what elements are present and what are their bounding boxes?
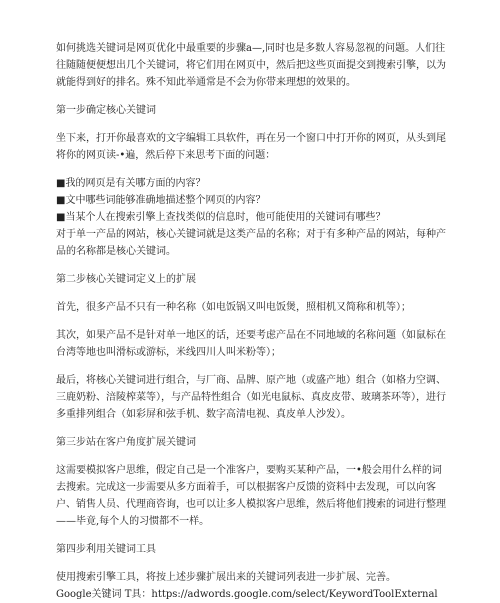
question-list bbox=[56, 175, 448, 260]
step1-heading: 第一步确定核心关键词 bbox=[56, 105, 156, 116]
document-page bbox=[56, 40, 448, 603]
step2-paragraph-1: 首先，很多产品不只有一种名称（如电饭锅又叫电饭煲，照相机又简称和机等）； bbox=[56, 302, 411, 313]
question-item: ■文中哪些词能够准确地描述整个网页的内容？ bbox=[56, 195, 266, 206]
step1-conclusion: 对于单一产品的网站，核心关键词就是这类产品的名称；对于有多种产品的网站，每种产品的名称都是核心关键词。 bbox=[56, 229, 446, 257]
step3-paragraph: 这需要模拟客户思维，假定自己是一个准客户，要购买某种产品，一•般会用什么样的词去搜索。完成这一步需要从多方面着手，可以根据客户反馈的资料中去发现，可以向客户、销售人员、代理商咨询，也可以让多人模拟客户思维，然后将他们搜索的词进行整理——毕竟,每个人的习惯都不一样。 bbox=[56, 465, 446, 527]
step1-paragraph: 坐下来，打开你最喜欢的文字编辑工具软件，再在另一个窗口中打开你的网页，从头到尾将你的网页读-•遍，然后停下来思考下面的问题： bbox=[56, 133, 446, 161]
step2-heading: 第二步核心关键词定义上的扩展 bbox=[56, 274, 196, 285]
step4-paragraph: 使用搜索引擎工具，将按上述步骤扩展出来的关键词列表进一步扩展、完善。 bbox=[56, 572, 396, 583]
step3-heading: 第三步站在客户角度扩展关键词 bbox=[56, 437, 196, 448]
question-item: ■我的网页是有关哪方面的内容？ bbox=[56, 178, 206, 189]
google-keyword-tool-line: Google关键词 T具：https://adwords.google.com/select/KeywordToolExternal bbox=[56, 589, 438, 600]
step2-paragraph-3: 最后，将核心关键词进行组合，与厂商、品牌、原产地（或盛产地）组合（如格力空调、三鹿奶粉、涪陵榨菜等），与产品特性组合（如光电鼠标、真皮皮带、玻璃茶环等），进行多重排列组合（如彩屏和弦手机、数字高清电视、真皮单人沙发）。 bbox=[56, 375, 446, 420]
intro-paragraph: 如何挑选关键词是网页优化中最重要的步骤a—,同时也是多数人容易忽视的问题。人们往往随随便便想出几个关键词，将它们用在网页中，然后把这些页面提交到搜索引擎，以为就能得到好的排名。殊不知此举通常是不会为你带来理想的效果的。 bbox=[56, 43, 446, 88]
question-item: ■当某个人在搜索引擎上查找类似的信息时，他可能使用的关键词有哪些？ bbox=[56, 212, 386, 223]
step4-heading: 第四步利用关键词工具 bbox=[56, 544, 156, 555]
step2-paragraph-2: 其次，如果产品不是针对单一地区的话，还要考虑产品在不同地域的名称问题（如鼠标在台湾等地也叫滑标或游标，米线四川人叫米粉等）； bbox=[56, 330, 446, 358]
